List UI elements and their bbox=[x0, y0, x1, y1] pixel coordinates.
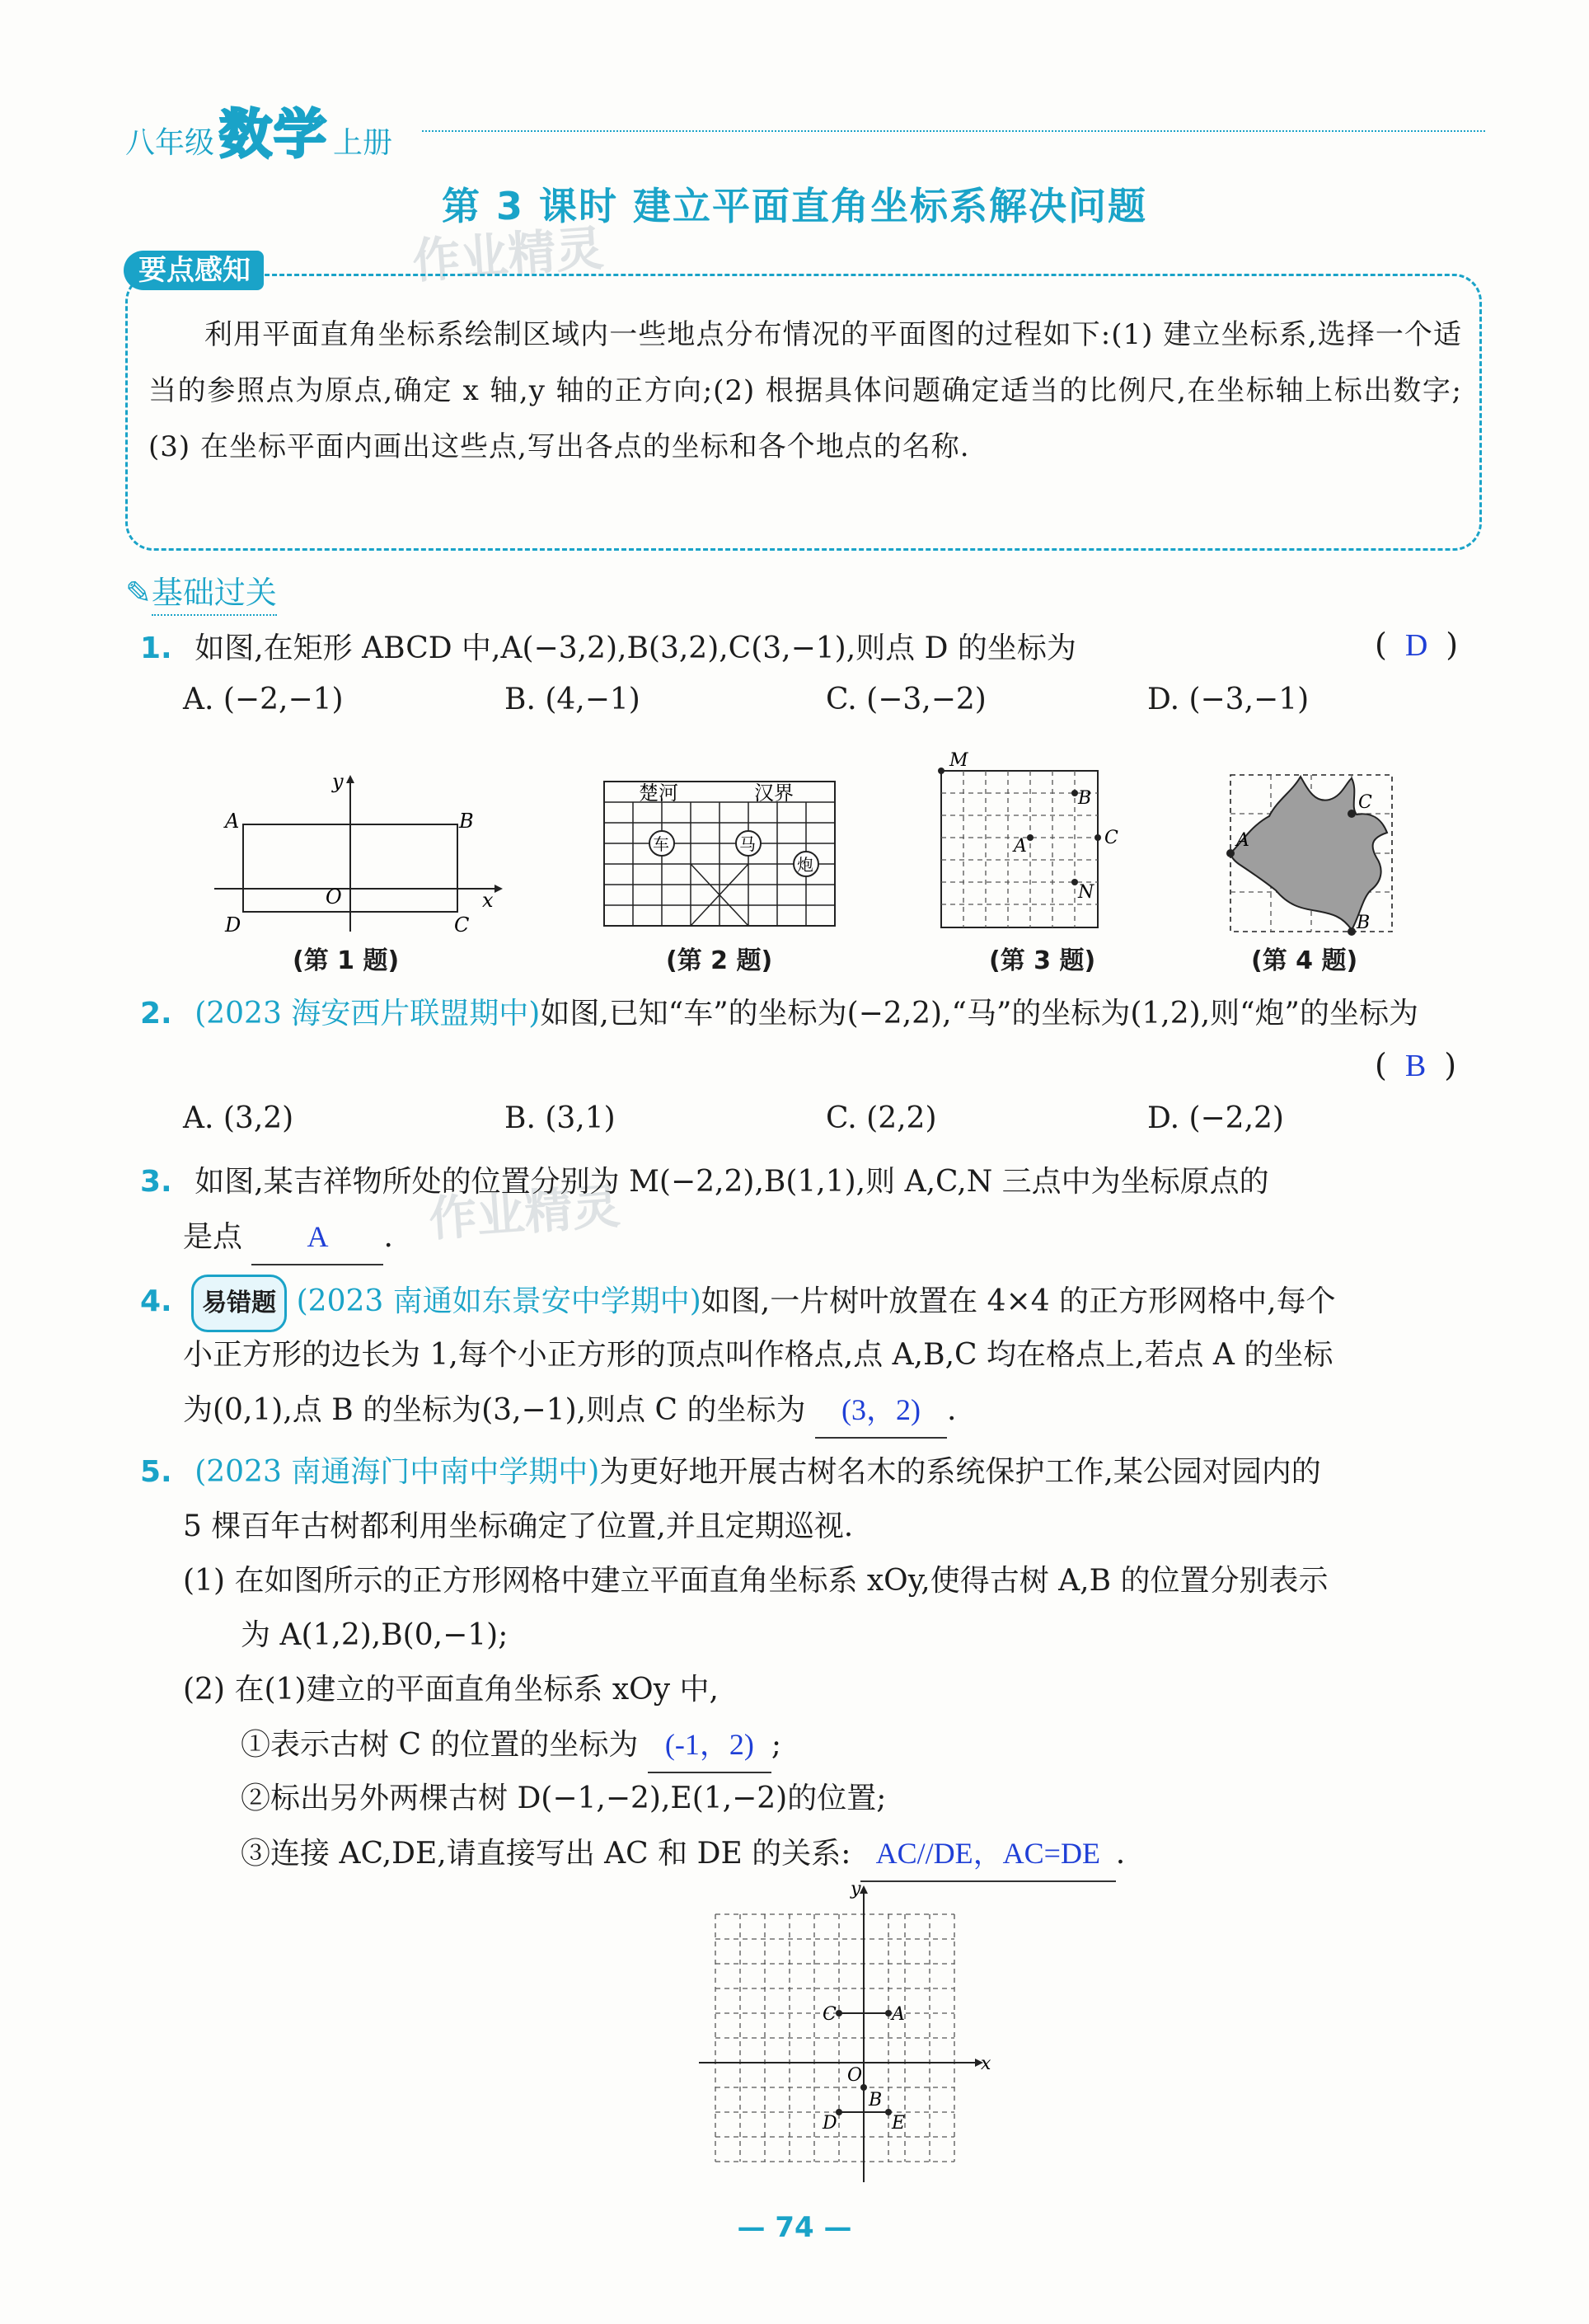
fig5-label-e: E bbox=[892, 2113, 906, 2134]
fig3-label-n: N bbox=[1078, 882, 1094, 903]
fig4-label-a: A bbox=[1236, 830, 1249, 851]
fig1-label-x: x bbox=[482, 889, 494, 912]
fig5-label-y: y bbox=[851, 1881, 861, 1899]
question-5-text: 为更好地开展古树名木的系统保护工作,某公园对园内的 bbox=[599, 1455, 1321, 1489]
question-5-sub1-answer: (-1，2) bbox=[664, 1728, 754, 1761]
question-1-answer: D bbox=[1404, 628, 1428, 663]
question-4-blank bbox=[815, 1383, 947, 1439]
fig2-border-label: 汉界 bbox=[754, 782, 794, 805]
answer-bracket-2: ( B ) bbox=[1375, 1047, 1457, 1083]
fig5-label-x: x bbox=[981, 2054, 991, 2074]
fig5-label-b: B bbox=[869, 2090, 883, 2110]
question-5-source: (2023 南通海门中南中学期中) bbox=[195, 1455, 600, 1489]
question-2-text: 如图,已知“车”的坐标为(−2,2),“马”的坐标为(1,2),则“炮”的坐标为 bbox=[540, 997, 1418, 1031]
grade-label: 八年级 bbox=[125, 126, 215, 160]
question-1: 1. 如图,在矩形 ABCD 中,A(−3,2),B(3,2),C(3,−1),则点 D 的坐标为 bbox=[140, 631, 1076, 665]
question-3-answer: A bbox=[307, 1220, 329, 1253]
question-2: 2. (2023 海安西片联盟期中)如图,已知“车”的坐标为(−2,2),“马”的坐标为(1,2),则“炮”的坐标为 bbox=[140, 997, 1418, 1031]
question-5-part2: (2) 在(1)建立的平面直角坐标系 xOy 中, bbox=[183, 1673, 719, 1707]
keypoints-label: 要点感知 bbox=[124, 251, 264, 290]
fig1-label-d: D bbox=[225, 913, 241, 936]
fig3-label-b: B bbox=[1078, 788, 1092, 809]
question-5-sub3: ③连接 AC,DE,请直接写出 AC 和 DE 的关系: AC//DE，AC=DE . bbox=[241, 1827, 1125, 1882]
header-brand bbox=[125, 92, 392, 168]
question-3: 3. 如图,某吉祥物所处的位置分别为 M(−2,2),B(1,1),则 A,C,N 三点中为坐标原点的 bbox=[140, 1165, 1269, 1199]
caption-figure-2: (第 2 题) bbox=[666, 946, 773, 975]
header-divider bbox=[422, 130, 1485, 132]
question-5-sub1-blank bbox=[648, 1718, 771, 1773]
fig2-piece-pao: 炮 bbox=[797, 855, 813, 875]
question-4-source: (2023 南通如东景安中学期中) bbox=[296, 1284, 701, 1318]
q2-option-b: B. (3,1) bbox=[504, 1101, 616, 1135]
question-4-text: 如图,一片树叶放置在 4×4 的正方形网格中,每个 bbox=[701, 1284, 1336, 1318]
page-title: 第 3 课时 建立平面直角坐标系解决问题 bbox=[441, 184, 1148, 228]
question-5: 5. (2023 南通海门中南中学期中)为更好地开展古树名木的系统保护工作,某公园对园内的 bbox=[140, 1455, 1321, 1489]
caption-figure-1: (第 1 题) bbox=[293, 946, 400, 975]
pencil-icon: ✎ bbox=[125, 575, 152, 611]
fig5-label-a: A bbox=[892, 2004, 905, 2025]
fig4-label-b: B bbox=[1357, 913, 1371, 933]
fig3-label-a: A bbox=[1014, 836, 1027, 857]
page-number: — 74 — bbox=[737, 2211, 852, 2244]
fig4-label-c: C bbox=[1358, 792, 1372, 813]
question-3-text: 如图,某吉祥物所处的位置分别为 M(−2,2),B(1,1),则 A,C,N 三点中为坐标原点的 bbox=[195, 1165, 1269, 1199]
caption-figure-3: (第 3 题) bbox=[989, 946, 1096, 975]
fig1-label-y: y bbox=[332, 770, 344, 793]
fig2-river-label: 楚河 bbox=[639, 782, 678, 805]
fig2-piece-che: 车 bbox=[653, 834, 669, 854]
q2-option-c: C. (2,2) bbox=[826, 1101, 937, 1135]
figure-2-chessboard bbox=[602, 779, 841, 932]
question-5-sub3-blank bbox=[860, 1827, 1116, 1882]
question-3-blank bbox=[251, 1210, 383, 1265]
fig5-label-o: O bbox=[847, 2065, 863, 2086]
watermark: 作业精灵 bbox=[427, 1177, 622, 1247]
error-prone-badge: 易错题 bbox=[191, 1275, 287, 1332]
q1-option-b: B. (4,−1) bbox=[504, 683, 640, 716]
fig1-label-o: O bbox=[326, 885, 342, 908]
question-5-part1-line2: 为 A(1,2),B(0,−1); bbox=[241, 1618, 509, 1652]
figure-3-grid bbox=[931, 746, 1133, 936]
question-5-sub2: ②标出另外两棵古树 D(−1,−2),E(1,−2)的位置; bbox=[241, 1782, 887, 1815]
question-3-line2: 是点 A . bbox=[183, 1210, 393, 1265]
question-4-answer: (3，2) bbox=[841, 1393, 921, 1426]
subject-label: 数学 bbox=[219, 105, 329, 166]
figure-4-leaf bbox=[1218, 767, 1408, 936]
section-label: ✎基础过关 bbox=[125, 567, 277, 613]
question-5-sub1: ①表示古树 C 的位置的坐标为 (-1，2) ; bbox=[241, 1718, 781, 1773]
q1-option-c: C. (−3,−2) bbox=[826, 683, 987, 716]
q2-option-a: A. (3,2) bbox=[183, 1101, 294, 1135]
watermark: 作业精灵 bbox=[410, 219, 606, 289]
fig3-label-c: C bbox=[1104, 828, 1118, 848]
keypoints-tag bbox=[124, 247, 264, 288]
fig2-piece-ma: 马 bbox=[739, 834, 756, 854]
question-2-answer: B bbox=[1404, 1049, 1427, 1083]
volume-label: 上册 bbox=[333, 126, 393, 160]
q1-option-d: D. (−3,−1) bbox=[1147, 683, 1310, 716]
fig3-label-m: M bbox=[949, 750, 968, 771]
fig5-label-d: D bbox=[823, 2113, 837, 2134]
question-5-line2: 5 棵百年古树都利用坐标确定了位置,并且定期巡视. bbox=[183, 1509, 854, 1543]
question-5-sub3-answer: AC//DE，AC=DE bbox=[875, 1837, 1100, 1870]
question-2-source: (2023 海安西片联盟期中) bbox=[195, 997, 541, 1031]
question-1-text: 如图,在矩形 ABCD 中,A(−3,2),B(3,2),C(3,−1),则点 D 的坐标为 bbox=[195, 631, 1076, 665]
keypoints-text: 利用平面直角坐标系绘制区域内一些地点分布情况的平面图的过程如下:(1) 建立坐标系,选择一个适当的参照点为原点,确定 x 轴,y 轴的正方向;(2) 根据具体问题确定适当的比例尺,在坐标轴上标出数字;(3) 在坐标平面内画出这些点,写出各点的坐标和各个地点的名称. bbox=[148, 318, 1462, 463]
fig1-label-a: A bbox=[225, 810, 240, 833]
fig1-label-c: C bbox=[454, 913, 470, 936]
fig1-label-b: B bbox=[459, 810, 474, 833]
fig5-label-c: C bbox=[823, 2004, 837, 2025]
answer-bracket-1: ( D ) bbox=[1375, 627, 1459, 663]
caption-figure-4: (第 4 题) bbox=[1251, 946, 1358, 975]
question-4-line2: 小正方形的边长为 1,每个小正方形的顶点叫作格点,点 A,B,C 均在格点上,若点 A 的坐标 bbox=[183, 1338, 1334, 1372]
question-4-line3: 为(0,1),点 B 的坐标为(3,−1),则点 C 的坐标为 (3，2) . bbox=[183, 1383, 956, 1439]
question-5-part1: (1) 在如图所示的正方形网格中建立平面直角坐标系 xOy,使得古树 A,B 的位置分别表示 bbox=[183, 1564, 1329, 1598]
q2-option-d: D. (−2,2) bbox=[1147, 1101, 1284, 1135]
question-4: 4. 易错题 (2023 南通如东景安中学期中)如图,一片树叶放置在 4×4 的正方形网格中,每个 bbox=[140, 1275, 1492, 1332]
figure-1-rectangle bbox=[210, 767, 507, 936]
q1-option-a: A. (−2,−1) bbox=[183, 683, 344, 716]
figure-5-coordinate-grid bbox=[691, 1881, 996, 2186]
